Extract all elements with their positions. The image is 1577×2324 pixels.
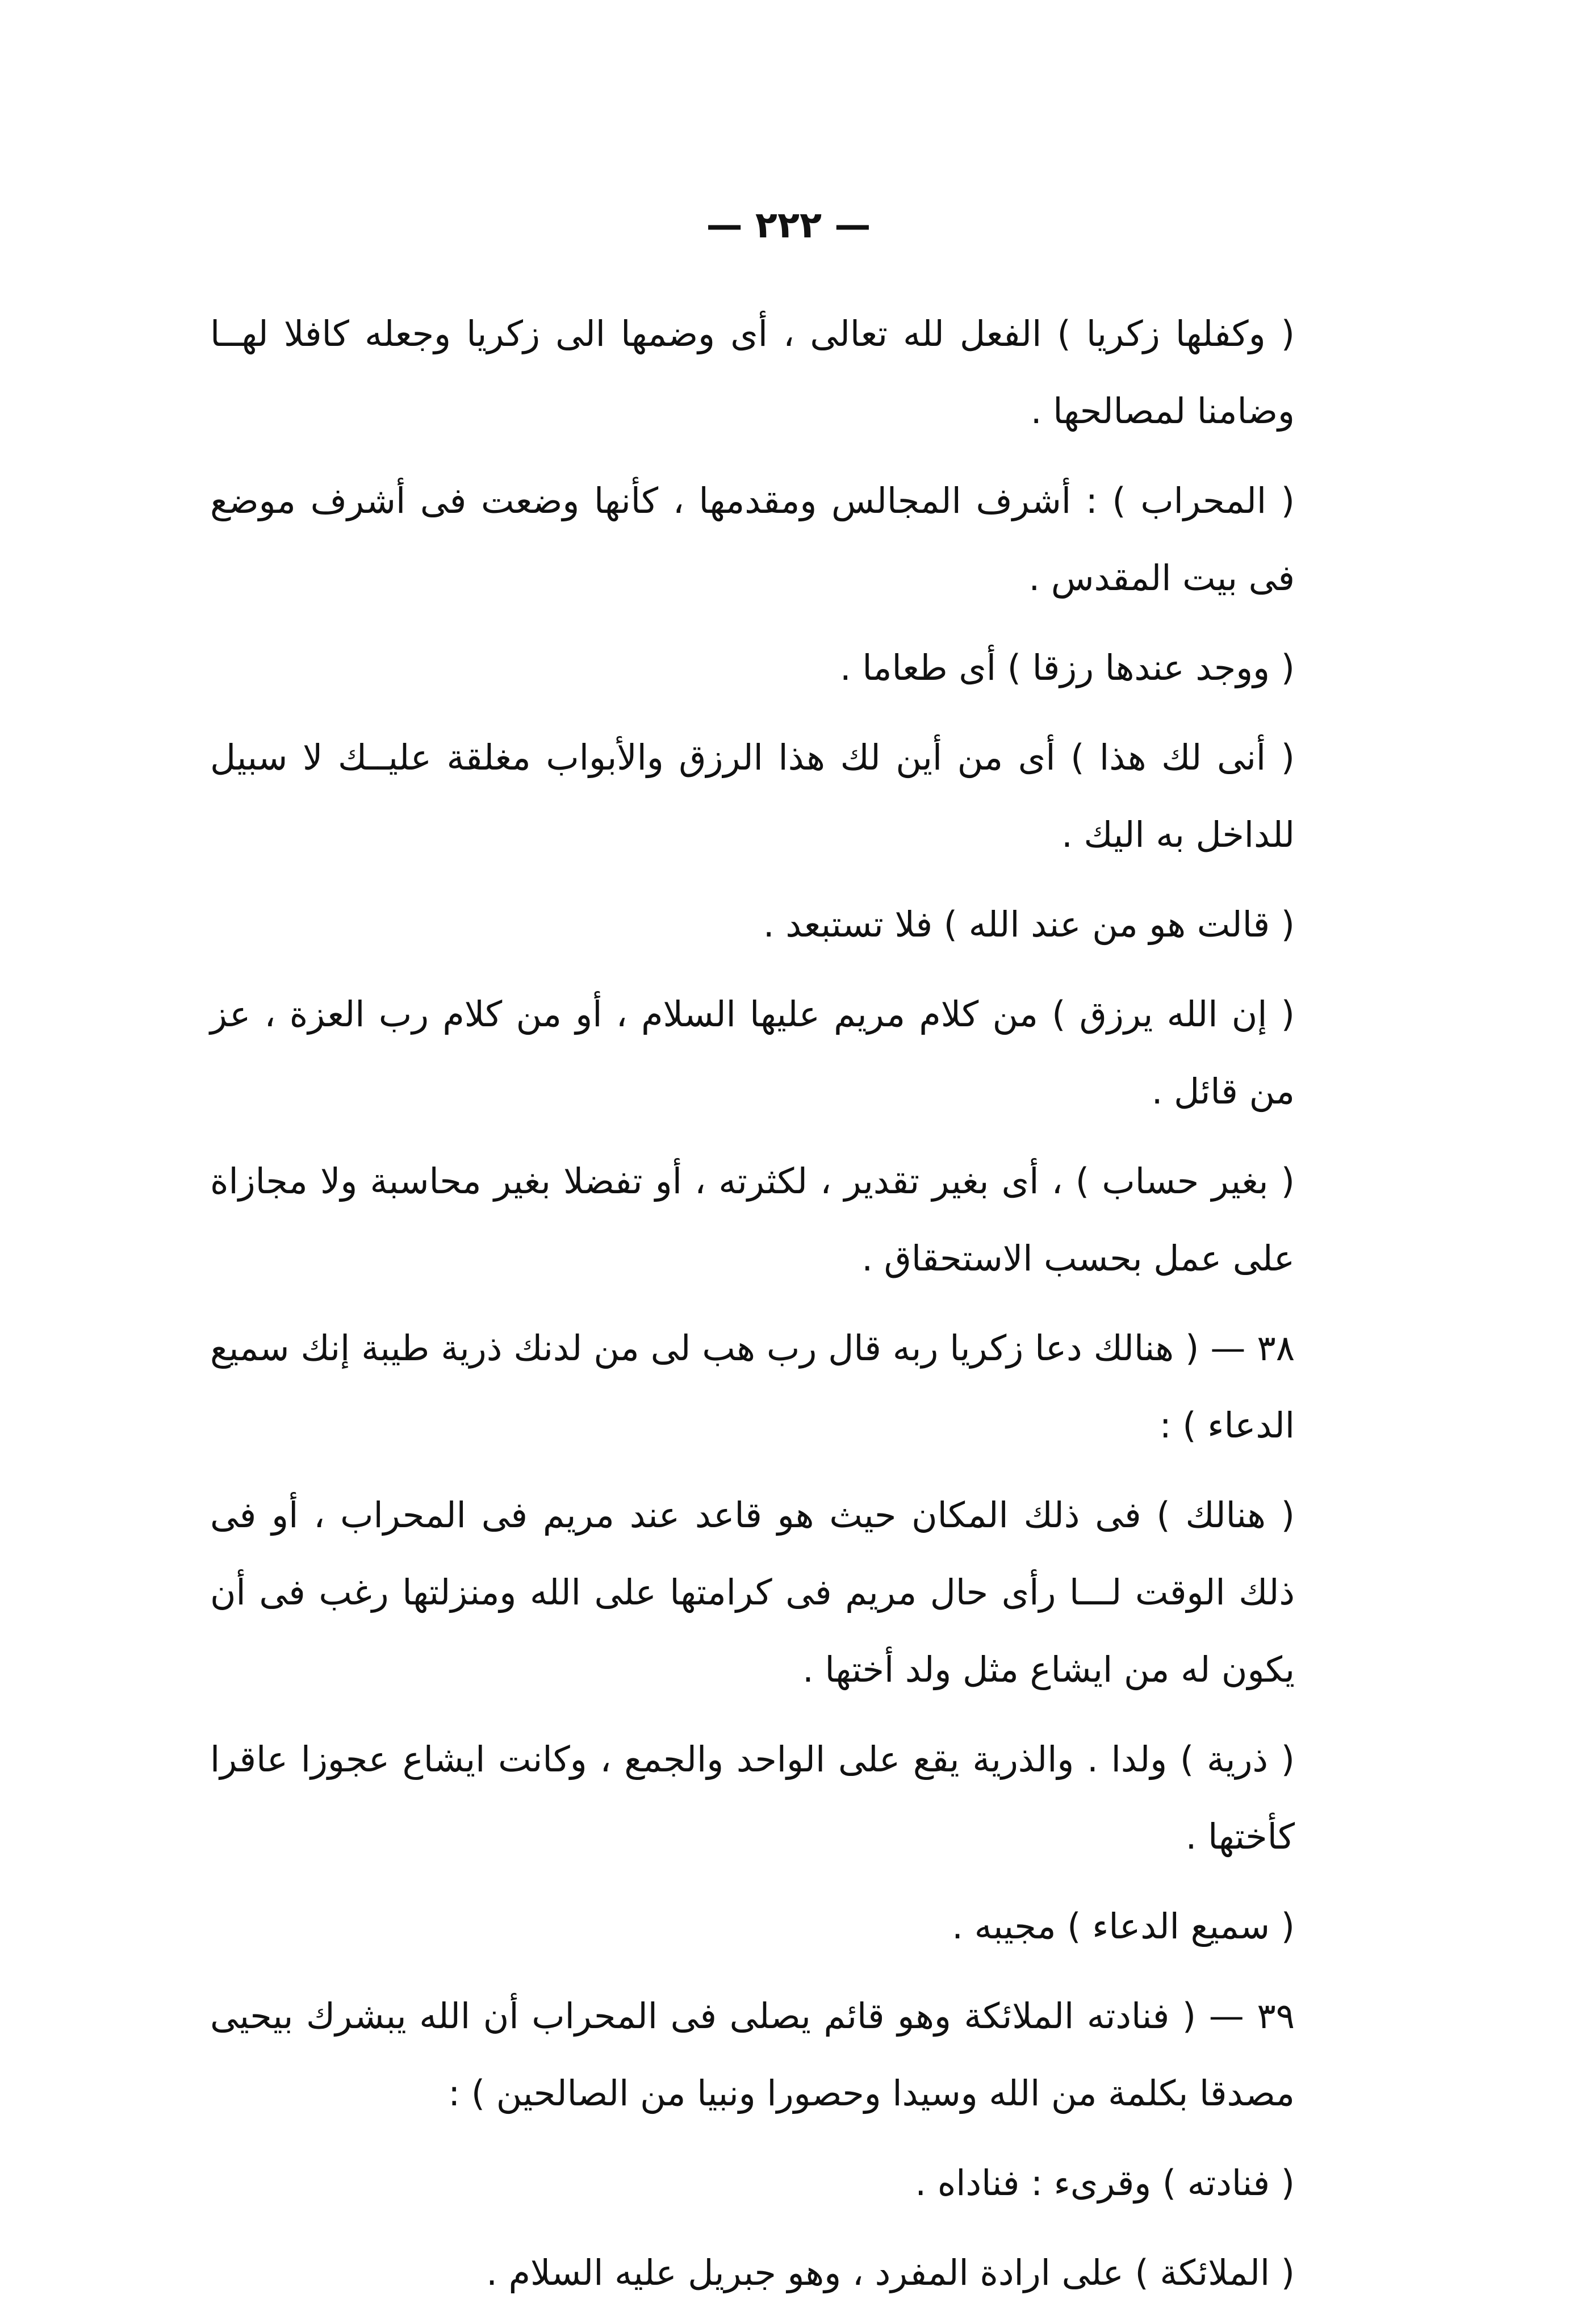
- paragraph-13: ( فنادته ) وقرىء : فناداه .: [915, 2162, 1295, 2204]
- paragraph-11: ( سميع الدعاء ) مجيبه .: [952, 1905, 1295, 1947]
- paragraph-5: ( قالت هو من عند الله ) فلا تستبعد .: [763, 904, 1295, 945]
- page-number: — ٢٢٢ —: [706, 204, 871, 246]
- paragraph-9: ( هنالك ) فى ذلك المكان حيث هو قاعد عند مريم فى المحراب ، أو فى ذلك الوقت لـــا رأى حال مريم فى كرامتها على الله ومنزلتها رغب فى أن يكون له من ايشاع مثل ولد أختها .: [210, 1494, 1295, 1690]
- paragraph-14: ( الملائكة ) على ارادة المفرد ، وهو جبريل عليه السلام .: [486, 2252, 1295, 2293]
- paragraph-1: ( وكفلها زكريا ) الفعل لله تعالى ، أى وضمها الى زكريا وجعله كافلا لهــا وضامنا لمصالحها .: [210, 313, 1295, 432]
- text-column: [210, 295, 1295, 2324]
- paragraph-2: ( المحراب ) : أشرف المجالس ومقدمها ، كأنها وضعت فى أشرف موضع فى بيت المقدس .: [210, 480, 1295, 599]
- paragraph-10: ( ذرية ) ولدا . والذرية يقع على الواحد والجمع ، وكانت ايشاع عجوزا عاقرا كأختها .: [210, 1738, 1295, 1857]
- paragraph-6: ( إن الله يرزق ) من كلام مريم عليها السلام ، أو من كلام رب العزة ، عز من قائل .: [210, 993, 1295, 1112]
- verse-38: ٣٨ — ( هنالك دعا زكريا ربه قال رب هب لى من لدنك ذرية طيبة إنك سميع الدعاء ) :: [210, 1327, 1295, 1446]
- verse-39: ٣٩ — ( فنادته الملائكة وهو قائم يصلى فى المحراب أن الله يبشرك بيحيى مصدقا بكلمة من الله وسيدا وحصورا ونبيا من الصالحين ) :: [210, 1995, 1295, 2114]
- paragraph-4: ( أنى لك هذا ) أى من أين لك هذا الرزق والأبواب مغلقة عليــك لا سبيل للداخل به اليك .: [210, 737, 1295, 855]
- paragraph-7: ( بغير حساب ) ، أى بغير تقدير ، لكثرته ، أو تفضلا بغير محاسبة ولا مجازاة على عمل بحسب الاستحقاق .: [210, 1160, 1295, 1279]
- paragraph-3: ( ووجد عندها رزقا ) أى طعاما .: [839, 647, 1295, 688]
